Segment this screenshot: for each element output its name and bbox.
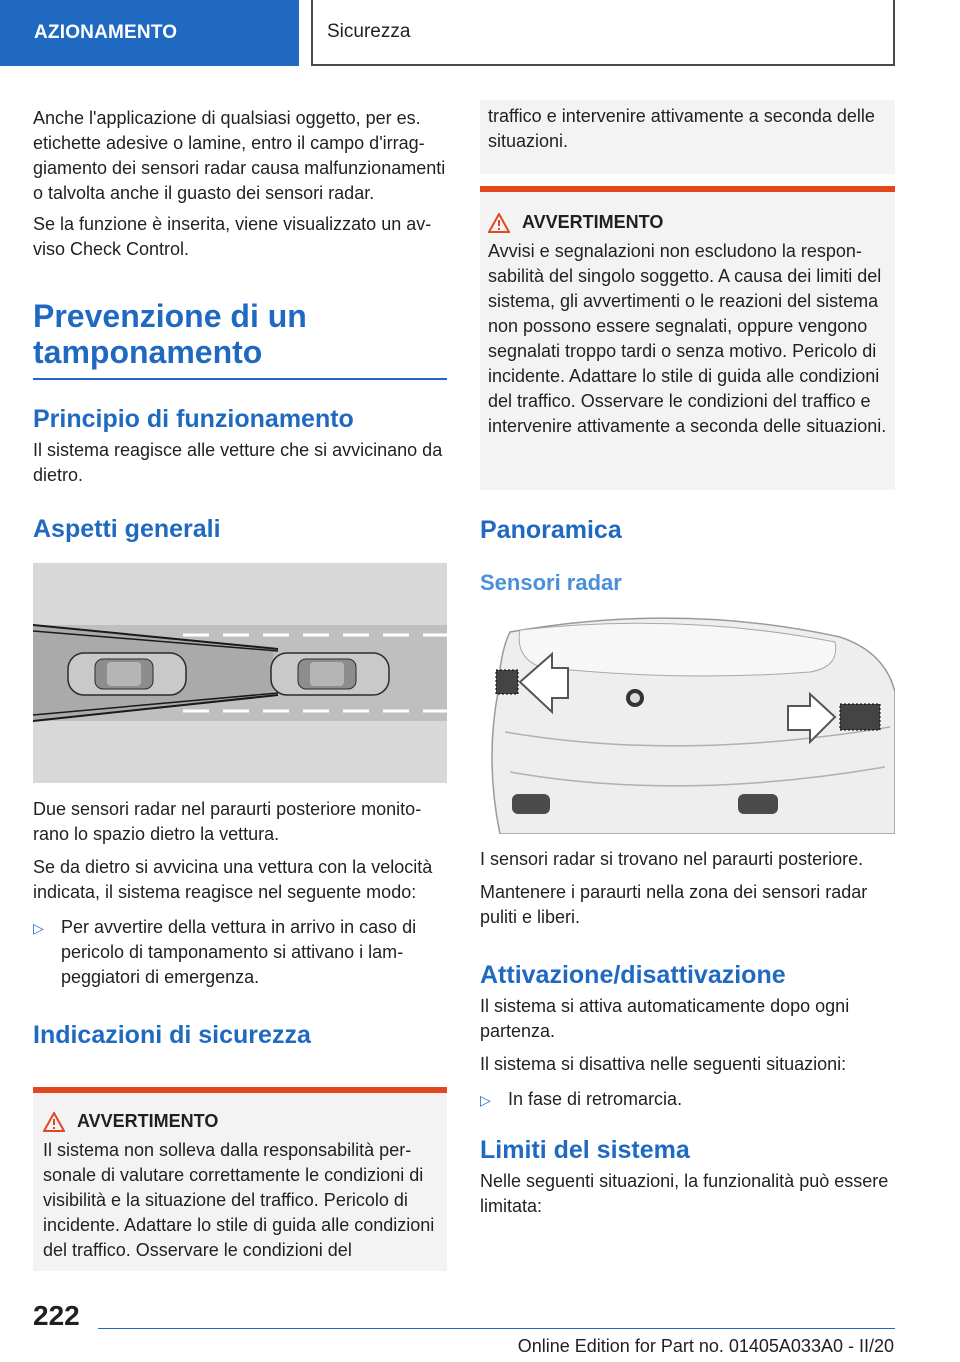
sensors-clean-paragraph: Mantenere i paraurti nella zona dei sensori radar puliti e liberi.	[480, 882, 868, 927]
footer-rule	[98, 1328, 895, 1329]
chapter-tab	[0, 0, 299, 66]
warning-triangle-icon	[488, 213, 510, 233]
limits-paragraph: Nelle seguenti situazioni, la funzionalità può essere limitata:	[480, 1171, 889, 1216]
heading-sensori: Sensori radar	[480, 570, 622, 595]
warning-title	[43, 1109, 437, 1134]
own-car	[271, 653, 389, 695]
heading-sicurezza: Indicazioni di sicurezza	[33, 1021, 311, 1049]
list-item	[480, 1087, 895, 1113]
right-column	[480, 515, 895, 597]
list-item-text: In fase di retromarcia.	[508, 1089, 683, 1109]
bullet-triangle-icon: ▷	[33, 920, 44, 936]
activation-paragraph: Il sistema si attiva automaticamente dopo ogni partenza.	[480, 996, 850, 1041]
warning-box-continued	[480, 100, 895, 174]
warning-box	[33, 1093, 447, 1271]
chapter-heading-line1: Prevenzione di un	[33, 298, 307, 334]
warning-box-2	[480, 192, 895, 490]
radar-sensors-illustration	[480, 612, 895, 834]
warning-text-2: Avvisi e segnalazioni non escludono la responsabilità del singolo soggetto. A causa dei limiti del sistema, gli avvertimenti o le reazioni del sistema non possono essere segnalati, oppure vengono segnalati troppo tardi o senza motivo. Pericolo di incidente. Adattare lo stile di guida alle condizioni del traffico. Osservare le condizioni del traffico e intervenire attivamente a seconda delle situazioni.	[488, 241, 887, 436]
section-header	[311, 0, 895, 66]
list-item	[33, 915, 447, 990]
page-number: 222	[33, 1300, 80, 1331]
right-column-lower	[480, 847, 895, 1227]
chapter-title: AZIONAMENTO	[34, 22, 178, 43]
rear-collision-illustration	[33, 563, 447, 783]
check-control-paragraph: Se la funzione è inserita, viene visualizzato un avviso Check Control.	[33, 214, 432, 259]
heading-attivazione: Attivazione/disattivazione	[480, 961, 786, 989]
sensors-paragraph: Due sensori radar nel paraurti posteriore monitorano lo spazio dietro la vettura.	[33, 799, 422, 844]
section-title: Sicurezza	[327, 21, 411, 42]
list-item-text: Per avvertire della vettura in arrivo in caso di pericolo di tamponamento si attivano i lampeggiatori di emergenza.	[61, 917, 417, 987]
reaction-paragraph: Se da dietro si avvicina una vettura con la velocità indicata, il sistema reagisce nel seguente modo:	[33, 857, 433, 902]
edition-text: Online Edition for Part no. 01405A033A0 - II/20	[517, 1336, 894, 1356]
heading-limiti: Limiti del sistema	[480, 1136, 690, 1164]
deactivation-paragraph: Il sistema si disattiva nelle seguenti situazioni:	[480, 1054, 847, 1074]
bullet-triangle-icon: ▷	[480, 1092, 491, 1108]
heading-principio: Principio di funzionamento	[33, 405, 354, 433]
chapter-heading	[33, 298, 447, 370]
warning-text: Il sistema non solleva dalla responsabilità personale di valutare correttamente le condizioni di visibilità e la situazione del traffico. Pericolo di incidente. Adattare lo stile di guida alle condizioni del traffico. Osservare le condizioni del	[43, 1140, 435, 1260]
approaching-car	[68, 653, 186, 695]
principio-paragraph: Il sistema reagisce alle vetture che si avvicinano da dietro.	[33, 440, 443, 485]
heading-aspetti: Aspetti generali	[33, 515, 221, 543]
warning-title-text-2: AVVERTIMENTO	[522, 212, 664, 232]
warning-text-continued: traffico e intervenire attivamente a seconda delle situazioni.	[488, 106, 875, 151]
sensors-location-paragraph: I sensori radar si trovano nel paraurti posteriore.	[480, 849, 864, 869]
warning-triangle-icon	[43, 1112, 65, 1132]
warning-title-2	[488, 210, 887, 235]
chapter-heading-line2: tamponamento	[33, 334, 263, 370]
warning-title-text: AVVERTIMENTO	[77, 1111, 219, 1131]
left-column-lower	[33, 797, 447, 1050]
left-column	[33, 106, 447, 544]
heading-panoramica: Panoramica	[480, 516, 622, 544]
intro-paragraph: Anche l'applicazione di qualsiasi oggetto, per es. etichette adesive o lamine, entro il campo d'irraggiamento dei sensori radar causa malfunzionamenti o talvolta anche il guasto dei sensori radar.	[33, 108, 446, 203]
